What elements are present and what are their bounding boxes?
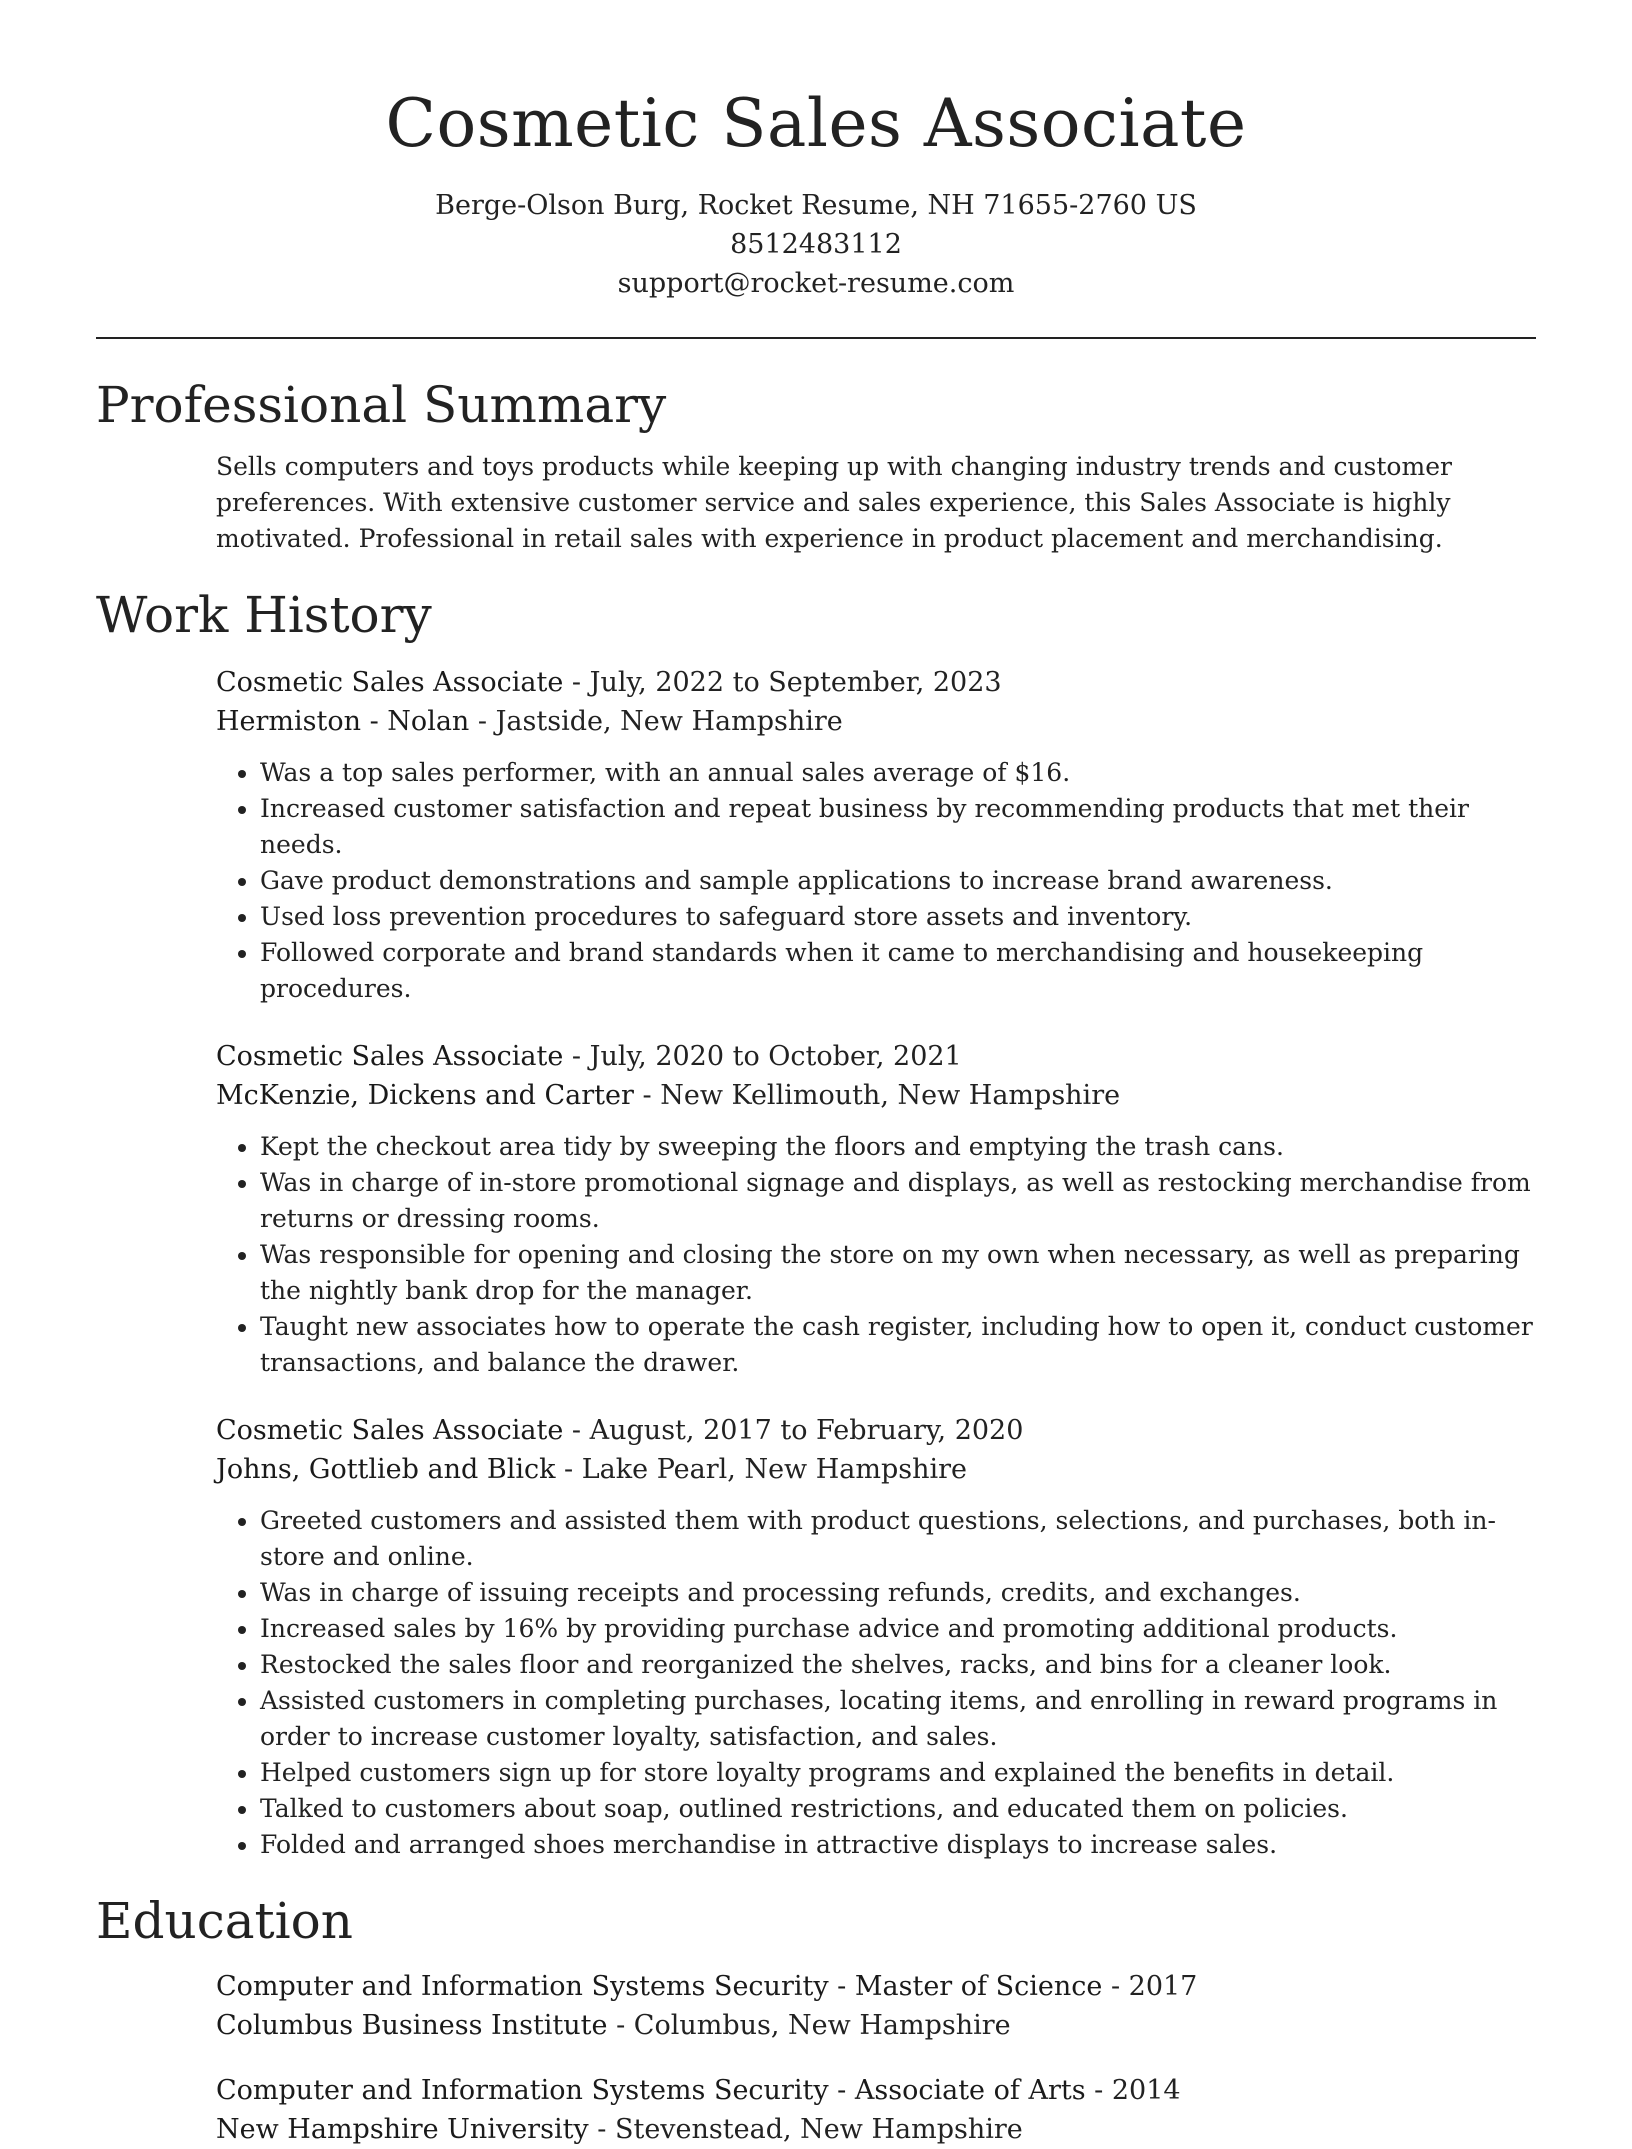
job-company: McKenzie, Dickens and Carter [216, 1080, 634, 1111]
job-bullet: • Increased sales by 16% by providing purchase advice and promoting additional products. [260, 1611, 1536, 1647]
job-bullet: • Taught new associates how to operate the cash register, including how to open it, conduct customer transactions, and balance the drawer. [260, 1309, 1536, 1381]
education-degree-line [216, 1967, 1536, 2006]
job-bullet: • Gave product demonstrations and sample applications to increase brand awareness. [260, 863, 1536, 899]
job-bullet: • Folded and arranged shoes merchandise in attractive displays to increase sales. [260, 1827, 1536, 1863]
summary-text: Sells computers and toys products while keeping up with changing industry trends and customer preferences. With extensive customer service and sales experience, this Sales Associate is highly motivated. Professional in retail sales with experience in product placement and merchandising. [216, 452, 1452, 553]
resume-page [96, 0, 1536, 2149]
job-bullet: • Kept the checkout area tidy by sweeping the floors and emptying the trash cans. [260, 1129, 1536, 1165]
job-company-line [216, 1450, 1536, 1489]
education-location: - Columbus, New Hampshire [607, 2010, 1011, 2041]
job-bullet: • Used loss prevention procedures to safeguard store assets and inventory. [260, 899, 1536, 935]
candidate-title: Cosmetic Sales Associate [385, 85, 1247, 162]
resume-header [96, 0, 1536, 303]
job-company: Johns, Gottlieb and Blick [216, 1454, 556, 1485]
education-degree-line [216, 2071, 1536, 2110]
job-role: Cosmetic Sales Associate [216, 667, 564, 698]
job-bullet: • Restocked the sales floor and reorganized the shelves, racks, and bins for a cleaner look. [260, 1647, 1536, 1683]
contact-block [96, 186, 1536, 303]
education-school-line [216, 2006, 1536, 2045]
contact-email: support@rocket-resume.com [617, 268, 1015, 299]
job-title-line [216, 1037, 1536, 1076]
job-bullet: • Was in charge of issuing receipts and processing refunds, credits, and exchanges. [260, 1575, 1536, 1611]
education-entry [216, 1967, 1536, 2045]
job-company-line [216, 702, 1536, 741]
education-year: - 2014 [1085, 2075, 1181, 2106]
job-location: - Jastside, New Hampshire [469, 706, 843, 737]
job-location: - Lake Pearl, New Hampshire [555, 1454, 968, 1485]
education-degree: Computer and Information Systems Security - Associate of Arts [216, 2075, 1086, 2106]
job-bullet: • Followed corporate and brand standards when it came to merchandising and housekeeping procedures. [260, 935, 1536, 1007]
education-school: Columbus Business Institute [216, 2010, 608, 2041]
education-location: - Stevenstead, New Hampshire [588, 2114, 1023, 2145]
job-bullet: • Talked to customers about soap, outlined restrictions, and educated them on policies. [260, 1791, 1536, 1827]
job-entry [216, 1037, 1536, 1381]
job-entry [216, 1411, 1536, 1863]
summary-heading: Professional Summary [96, 376, 667, 434]
job-company: Hermiston - Nolan [216, 706, 470, 737]
job-bullet: • Was in charge of in-store promotional signage and displays, as well as restocking merchandise from returns or dressing rooms. [260, 1165, 1536, 1237]
education-entry [216, 2071, 1536, 2149]
header-divider [96, 337, 1536, 339]
job-bullet: • Was a top sales performer, with an annual sales average of $16. [260, 755, 1536, 791]
job-bullet: • Helped customers sign up for store loyalty programs and explained the benefits in detail. [260, 1755, 1536, 1791]
job-bullets [216, 1503, 1536, 1863]
education-year: - 2017 [1102, 1971, 1198, 2002]
job-bullet: • Was responsible for opening and closing the store on my own when necessary, as well as preparing the nightly bank drop for the manager. [260, 1237, 1536, 1309]
education-school-line [216, 2110, 1536, 2149]
job-role: Cosmetic Sales Associate [216, 1415, 564, 1446]
work-history-heading: Work History [96, 586, 432, 644]
job-bullet: • Greeted customers and assisted them with product questions, selections, and purchases, both in-store and online. [260, 1503, 1536, 1575]
job-dates: - July, 2020 to October, 2021 [563, 1041, 962, 1072]
job-location: - New Kellimouth, New Hampshire [633, 1080, 1121, 1111]
job-title-line [216, 663, 1536, 702]
summary-section [96, 375, 1536, 557]
job-bullet: • Increased customer satisfaction and repeat business by recommending products that met their needs. [260, 791, 1536, 863]
job-company-line [216, 1076, 1536, 1115]
job-bullets [216, 755, 1536, 1007]
job-role: Cosmetic Sales Associate [216, 1041, 564, 1072]
job-entry [216, 663, 1536, 1007]
contact-address: Berge-Olson Burg, Rocket Resume, NH 71655-2760 US [435, 190, 1197, 221]
job-bullet: • Assisted customers in completing purchases, locating items, and enrolling in reward programs in order to increase customer loyalty, satisfaction, and sales. [260, 1683, 1536, 1755]
job-title-line [216, 1411, 1536, 1450]
work-history-section [96, 585, 1536, 1863]
education-degree: Computer and Information Systems Security - Master of Science [216, 1971, 1103, 2002]
education-school: New Hampshire University [216, 2114, 589, 2145]
education-heading: Education [96, 1892, 353, 1950]
job-dates: - July, 2022 to September, 2023 [563, 667, 1002, 698]
contact-phone: 8512483112 [730, 229, 902, 260]
job-bullets [216, 1129, 1536, 1381]
education-section [96, 1891, 1536, 2149]
job-dates: - August, 2017 to February, 2020 [563, 1415, 1024, 1446]
